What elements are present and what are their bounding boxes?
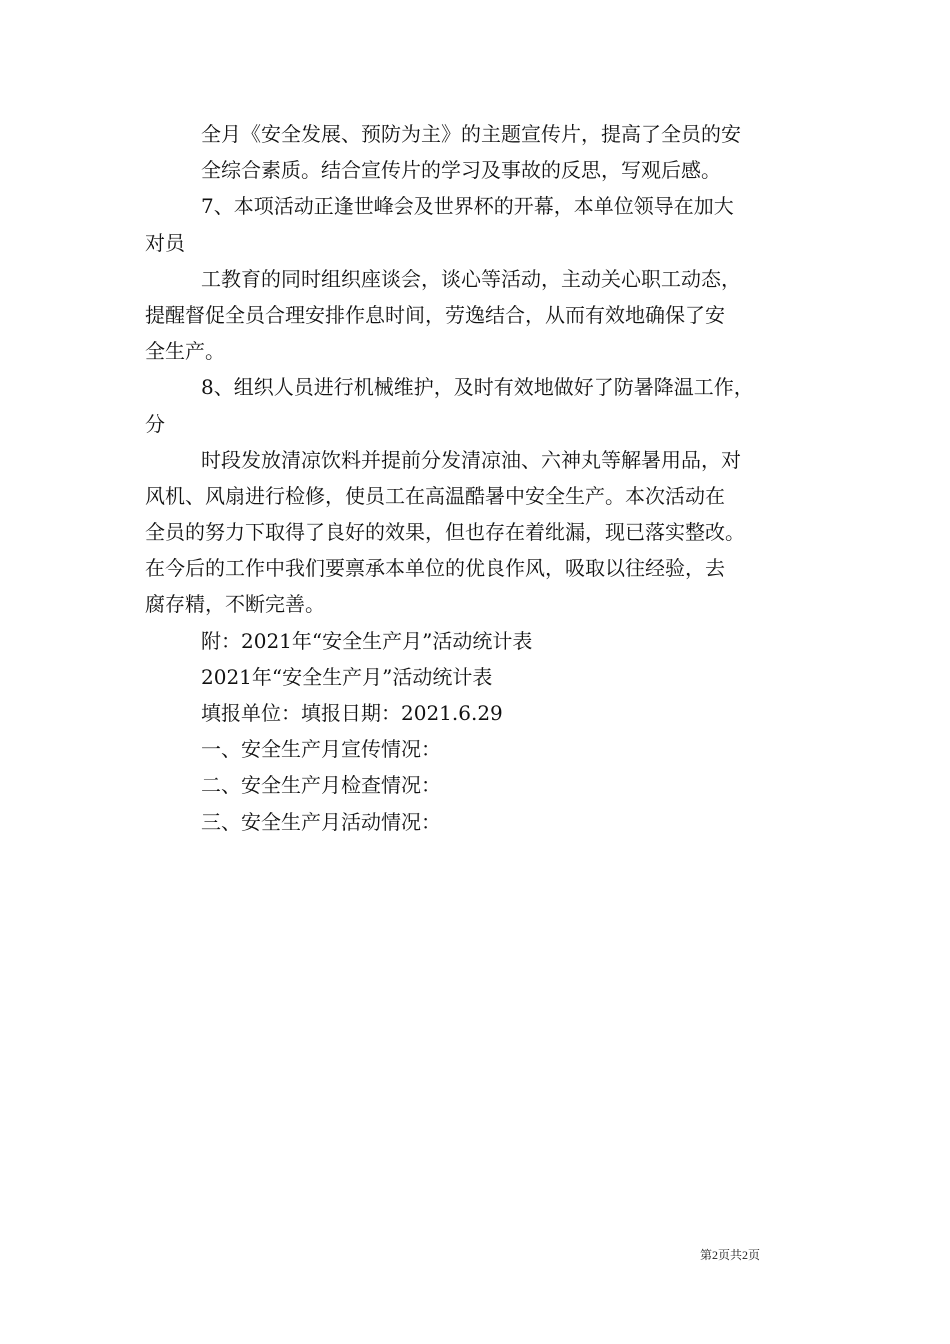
text-line: 时段发放清凉饮料并提前分发清凉油、六神丸等解暑用品，对 bbox=[201, 447, 741, 472]
document-body bbox=[145, 116, 825, 840]
page-number: 第2页共2页 bbox=[700, 1248, 761, 1262]
text-line: 风机、风扇进行检修，使员工在高温酷暑中安全生产。本次活动在 bbox=[145, 483, 725, 508]
text-line: 腐存精，不断完善。 bbox=[145, 592, 325, 617]
text-line: 8、组织人员进行机械维护，及时有效地做好了防暑降温工作， bbox=[201, 375, 754, 400]
text-line: 全员的努力下取得了良好的效果，但也存在着纰漏，现已落实整改。 bbox=[145, 520, 745, 545]
text-line: 全生产。 bbox=[145, 339, 225, 364]
text-line: 全综合素质。结合宣传片的学习及事故的反思，写观后感。 bbox=[201, 158, 721, 183]
text-line: 在今后的工作中我们要禀承本单位的优良作风，吸取以往经验，去 bbox=[145, 556, 725, 581]
section-heading: 二、安全生产月检查情况： bbox=[201, 773, 441, 798]
section-heading: 一、安全生产月宣传情况： bbox=[201, 737, 441, 762]
appendix-title: 附：2021年“安全生产月”活动统计表 bbox=[201, 628, 533, 653]
section-heading: 三、安全生产月活动情况： bbox=[201, 809, 441, 834]
text-line: 提醒督促全员合理安排作息时间，劳逸结合，从而有效地确保了安 bbox=[145, 302, 725, 327]
report-info: 填报单位：填报日期：2021.6.29 bbox=[201, 701, 503, 725]
table-title: 2021年“安全生产月”活动统计表 bbox=[201, 664, 493, 689]
text-line: 7、本项活动正逢世峰会及世界杯的开幕，本单位领导在加大 bbox=[201, 194, 734, 219]
text-line: 分 bbox=[145, 411, 165, 436]
text-line: 工教育的同时组织座谈会，谈心等活动，主动关心职工动态， bbox=[201, 266, 741, 291]
text-line: 全月《安全发展、预防为主》的主题宣传片，提高了全员的安 bbox=[201, 122, 741, 146]
text-line: 对员 bbox=[145, 230, 185, 255]
